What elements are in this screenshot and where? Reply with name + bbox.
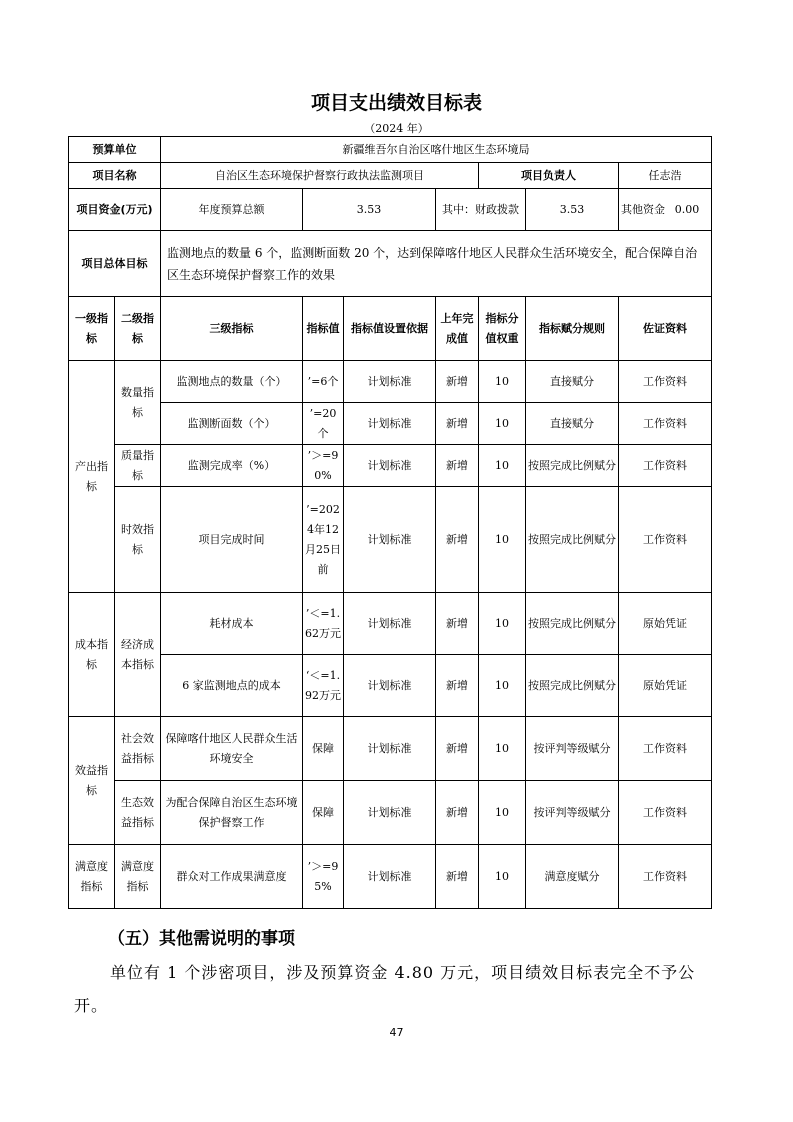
col-header-level2: 二级指标 xyxy=(115,297,161,361)
indicator-name: 项目完成时间 xyxy=(161,487,303,593)
indicator-value: ’＜=1.62万元 xyxy=(303,593,344,655)
indicator-rule: 按照完成比例赋分 xyxy=(526,487,619,593)
subgroup-social: 社会效益指标 xyxy=(115,717,161,781)
indicator-evidence: 原始凭证 xyxy=(619,655,712,717)
indicator-name: 监测完成率（%） xyxy=(161,445,303,487)
indicator-weight: 10 xyxy=(479,845,526,909)
table-row xyxy=(69,845,712,909)
table-row xyxy=(69,361,712,403)
indicator-weight: 10 xyxy=(479,361,526,403)
subgroup-timeliness: 时效指标 xyxy=(115,487,161,593)
indicator-rule: 满意度赋分 xyxy=(526,845,619,909)
project-leader-label: 项目负责人 xyxy=(479,163,619,189)
indicator-weight: 10 xyxy=(479,781,526,845)
indicator-value: ’=6个 xyxy=(303,361,344,403)
budget-unit-value: 新疆维吾尔自治区喀什地区生态环境局 xyxy=(161,137,712,163)
group-cost: 成本指标 xyxy=(69,593,115,717)
other-fund-label: 其他资金 xyxy=(621,202,666,216)
indicator-weight: 10 xyxy=(479,487,526,593)
project-fund-label: 项目资金(万元) xyxy=(69,189,161,231)
annual-budget-label: 年度预算总额 xyxy=(161,189,303,231)
indicator-basis: 计划标准 xyxy=(344,845,436,909)
col-header-weight: 指标分值权重 xyxy=(479,297,526,361)
overall-goal-label: 项目总体目标 xyxy=(69,231,161,297)
indicator-weight: 10 xyxy=(479,403,526,445)
performance-table xyxy=(68,136,712,909)
fiscal-fund-label: 其中：财政拨款 xyxy=(436,189,526,231)
indicator-name: 监测断面数（个） xyxy=(161,403,303,445)
other-fund-value: 0.00 xyxy=(674,202,700,216)
section-heading: （五）其他需说明的事项 xyxy=(108,929,295,949)
indicator-value: ’＞=95% xyxy=(303,845,344,909)
indicator-name: 为配合保障自治区生态环境保护督察工作 xyxy=(161,781,303,845)
indicator-value: ’=20个 xyxy=(303,403,344,445)
year-label: （2024 年） xyxy=(364,122,429,135)
page-title: 项目支出绩效目标表 xyxy=(310,92,482,114)
indicator-prev: 新增 xyxy=(436,845,479,909)
col-header-evidence: 佐证资料 xyxy=(619,297,712,361)
indicator-evidence: 工作资料 xyxy=(619,717,712,781)
col-header-prev: 上年完成值 xyxy=(436,297,479,361)
table-row xyxy=(69,655,712,717)
fiscal-fund-value: 3.53 xyxy=(526,189,619,231)
indicator-basis: 计划标准 xyxy=(344,361,436,403)
indicator-weight: 10 xyxy=(479,717,526,781)
indicator-evidence: 工作资料 xyxy=(619,487,712,593)
indicator-weight: 10 xyxy=(479,593,526,655)
overall-goal-value: 监测地点的数量 6 个，监测断面数 20 个，达到保障喀什地区人民群众生活环境安全，配合保障自治区生态环境保护督察工作的效果 xyxy=(161,231,712,297)
budget-unit-label: 预算单位 xyxy=(69,137,161,163)
group-benefit: 效益指标 xyxy=(69,717,115,845)
indicator-evidence: 工作资料 xyxy=(619,781,712,845)
col-header-value: 指标值 xyxy=(303,297,344,361)
indicator-prev: 新增 xyxy=(436,593,479,655)
project-name-value: 自治区生态环境保护督察行政执法监测项目 xyxy=(161,163,479,189)
indicator-basis: 计划标准 xyxy=(344,487,436,593)
indicator-basis: 计划标准 xyxy=(344,593,436,655)
indicator-weight: 10 xyxy=(479,655,526,717)
indicator-rule: 按照完成比例赋分 xyxy=(526,445,619,487)
subgroup-economic: 经济成本指标 xyxy=(115,593,161,717)
indicator-prev: 新增 xyxy=(436,717,479,781)
project-name-label: 项目名称 xyxy=(69,163,161,189)
project-leader-value: 任志浩 xyxy=(619,163,712,189)
col-header-rule: 指标赋分规则 xyxy=(526,297,619,361)
subgroup-quality: 质量指标 xyxy=(115,445,161,487)
other-fund-cell xyxy=(619,189,712,231)
table-row xyxy=(69,487,712,593)
col-header-level1: 一级指标 xyxy=(69,297,115,361)
indicator-rule: 直接赋分 xyxy=(526,361,619,403)
indicator-rule: 按照完成比例赋分 xyxy=(526,655,619,717)
indicator-prev: 新增 xyxy=(436,403,479,445)
indicator-prev: 新增 xyxy=(436,487,479,593)
subgroup-satisfaction: 满意度指标 xyxy=(115,845,161,909)
indicator-evidence: 工作资料 xyxy=(619,845,712,909)
indicator-evidence: 工作资料 xyxy=(619,445,712,487)
col-header-level3: 三级指标 xyxy=(161,297,303,361)
indicator-value: 保障 xyxy=(303,717,344,781)
indicator-evidence: 工作资料 xyxy=(619,403,712,445)
section-paragraph: 单位有 1 个涉密项目，涉及预算资金 4.80 万元，项目绩效目标表完全不予公开。 xyxy=(74,963,696,1015)
page-number: 47 xyxy=(389,1026,404,1039)
indicator-rule: 直接赋分 xyxy=(526,403,619,445)
indicator-name: 监测地点的数量（个） xyxy=(161,361,303,403)
indicator-evidence: 原始凭证 xyxy=(619,593,712,655)
table-row xyxy=(69,593,712,655)
group-output: 产出指标 xyxy=(69,361,115,593)
subgroup-quantity: 数量指标 xyxy=(115,361,161,445)
table-row xyxy=(69,403,712,445)
annual-budget-value: 3.53 xyxy=(303,189,436,231)
table-row xyxy=(69,717,712,781)
indicator-value: 保障 xyxy=(303,781,344,845)
indicator-basis: 计划标准 xyxy=(344,781,436,845)
indicator-rule: 按评判等级赋分 xyxy=(526,717,619,781)
table-row xyxy=(69,445,712,487)
indicator-prev: 新增 xyxy=(436,781,479,845)
indicator-prev: 新增 xyxy=(436,655,479,717)
group-satisfaction: 满意度指标 xyxy=(69,845,115,909)
indicator-value: ’＞=90% xyxy=(303,445,344,487)
indicator-name: 6 家监测地点的成本 xyxy=(161,655,303,717)
indicator-basis: 计划标准 xyxy=(344,403,436,445)
indicator-basis: 计划标准 xyxy=(344,717,436,781)
indicator-prev: 新增 xyxy=(436,445,479,487)
indicator-basis: 计划标准 xyxy=(344,445,436,487)
indicator-prev: 新增 xyxy=(436,361,479,403)
indicator-basis: 计划标准 xyxy=(344,655,436,717)
indicator-rule: 按评判等级赋分 xyxy=(526,781,619,845)
indicator-name: 保障喀什地区人民群众生活环境安全 xyxy=(161,717,303,781)
indicator-value: ‘＜=1.92万元 xyxy=(303,655,344,717)
indicator-weight: 10 xyxy=(479,445,526,487)
table-row xyxy=(69,781,712,845)
col-header-basis: 指标值设置依据 xyxy=(344,297,436,361)
subgroup-ecological: 生态效益指标 xyxy=(115,781,161,845)
indicator-name: 耗材成本 xyxy=(161,593,303,655)
indicator-value: ’=2024年12月25日前 xyxy=(303,487,344,593)
indicator-rule: 按照完成比例赋分 xyxy=(526,593,619,655)
indicator-name: 群众对工作成果满意度 xyxy=(161,845,303,909)
indicator-evidence: 工作资料 xyxy=(619,361,712,403)
